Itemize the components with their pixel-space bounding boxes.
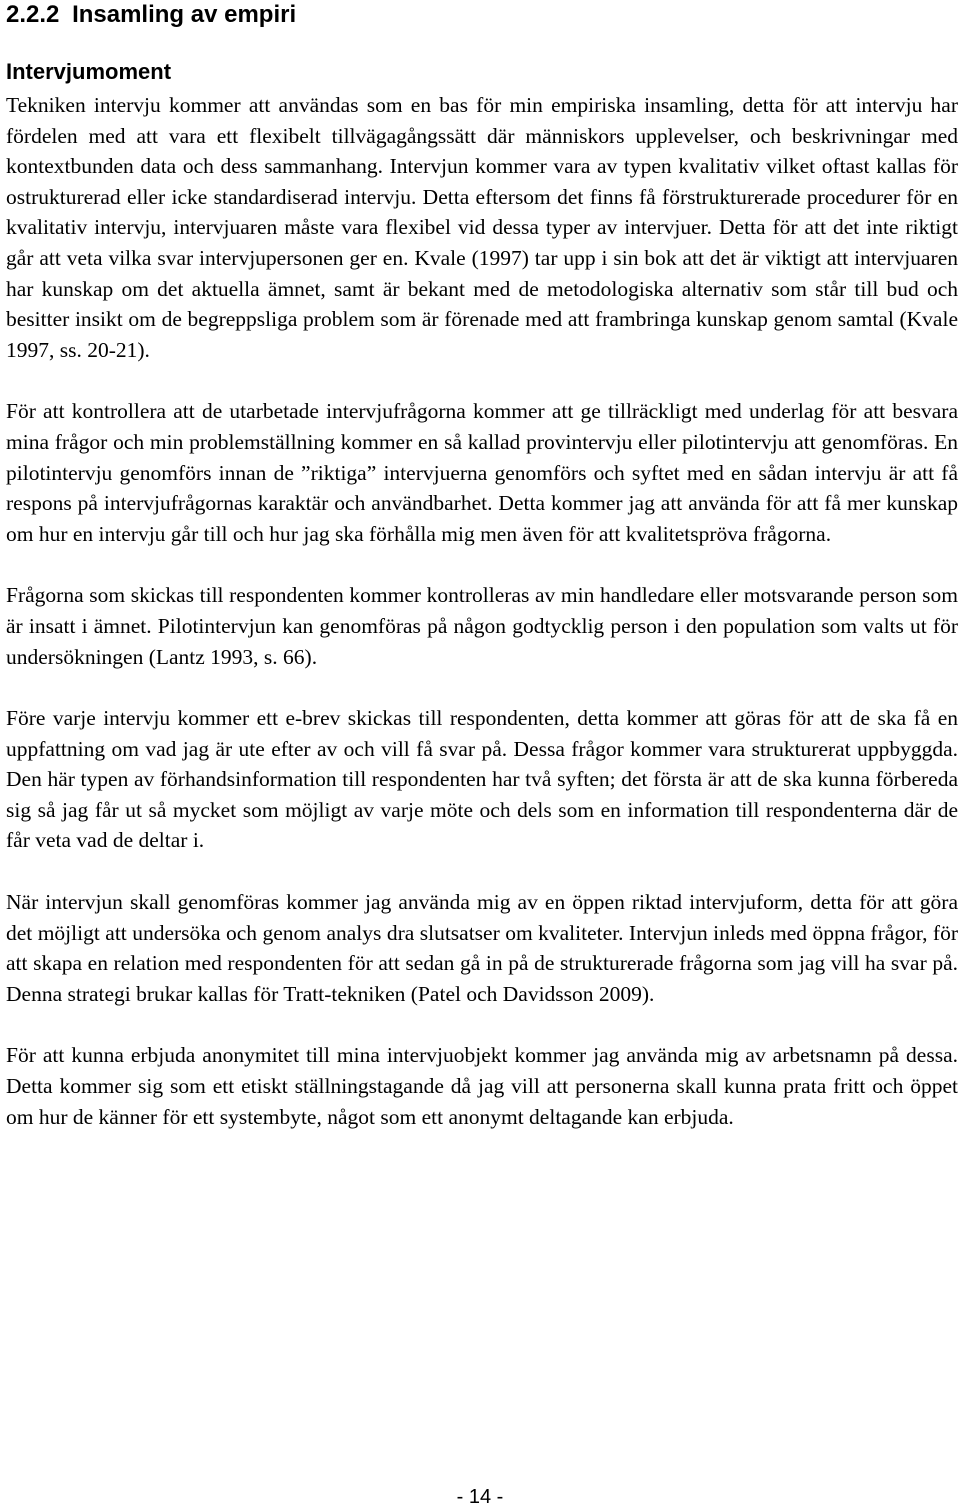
section-heading [6,0,958,30]
paragraph-pilot-interview: För att kontrollera att de utarbetade intervjufrågorna kommer att ge tillräckligt med underlag för att besvara mina frågor och min problemställning kommer en så kallad provintervju eller pilotintervju att genomföras. En pilotintervju genomförs innan de ”riktiga” intervjuerna genomförs och syftet med en sådan intervju är att få respons på intervjufrågornas karaktär och användbarhet. Detta kommer jag att använda för att få mer kunskap om hur en intervju går till och hur jag ska förhålla mig men även för att kvalitetspröva frågorna. [6,399,958,546]
section-title: Insamling av empiri [72,1,297,28]
document-page [6,0,958,1163]
paragraph-email-preparation: Före varje intervju kommer ett e-brev skickas till respondenten, detta kommer att göras för att de ska få en uppfattning om vad jag är ute efter av och vill få svar på. Dessa frågor kommer vara strukturerat uppbyggda. Den här typen av förhandsinformation till respondenten har två syften; det första är att de ska kunna förbereda sig så jag får ut så mycket som möjligt av varje möte och dels som en information till respondenterna där de får veta vad de deltar i. [6,706,958,853]
paragraph-question-review: Frågorna som skickas till respondenten kommer kontrolleras av min handledare eller motsvarande person som är insatt i ämnet. Pilotintervjun kan genomföras på någon godtycklig person i den population som valts ut för undersökningen (Lantz 1993, s. 66). [6,583,958,669]
subsection-heading: Intervjumoment [6,59,172,84]
page-number-text: - 14 - [456,1486,504,1508]
paragraph-interview-form: När intervjun skall genomföras kommer jag använda mig av en öppen riktad intervjuform, detta för att göra det möjligt att undersöka och genom analys dra slutsatser om kvaliteter. Intervjun inleds med öppna frågor, för att skapa en relation med respondenten för att sedan gå in på de strukturerade frågorna som jag vill ha svar på. Denna strategi brukar kallas för Tratt-tekniken (Patel och Davidsson 2009). [6,890,958,1006]
section-number: 2.2.2 [6,1,60,28]
paragraph-anonymity: För att kunna erbjuda anonymitet till mina intervjuobjekt kommer jag använda mig av arbetsnamn på dessa. Detta kommer sig som ett etiskt ställningstagande då jag vill att personerna skall kunna prata fritt och öppet om hur de känner för ett systembyte, något som ett anonymt deltagande kan erbjuda. [6,1043,958,1129]
page-number [0,1486,960,1508]
paragraph-interview-technique: Tekniken intervju kommer att användas som en bas för min empiriska insamling, detta för att intervju har fördelen med att vara ett flexibelt tillvägagångssätt där människors upplevelser, och beskrivningar med kontextbunden data och dess sammanhang. Intervjun kommer vara av typen kvalitativ vilket oftast kallas för ostrukturerad eller icke standardiserad intervju. Detta eftersom det finns få förstrukturerade procedurer för en kvalitativ intervju, intervjuaren måste vara flexibel vid dessa typer av intervjuer. Detta för att det inte riktigt går att veta vilka svar intervjupersonen ger en. Kvale (1997) tar upp i sin bok att det är viktigt att intervjuaren har kunskap om det aktuella ämnet, samt är bekant med de metodologiska alternativ som står till bud och besitter insikt om de begreppsliga problem som är förenade med att frambringa kunskap genom samtal (Kvale 1997, ss. 20-21). [6,93,958,362]
